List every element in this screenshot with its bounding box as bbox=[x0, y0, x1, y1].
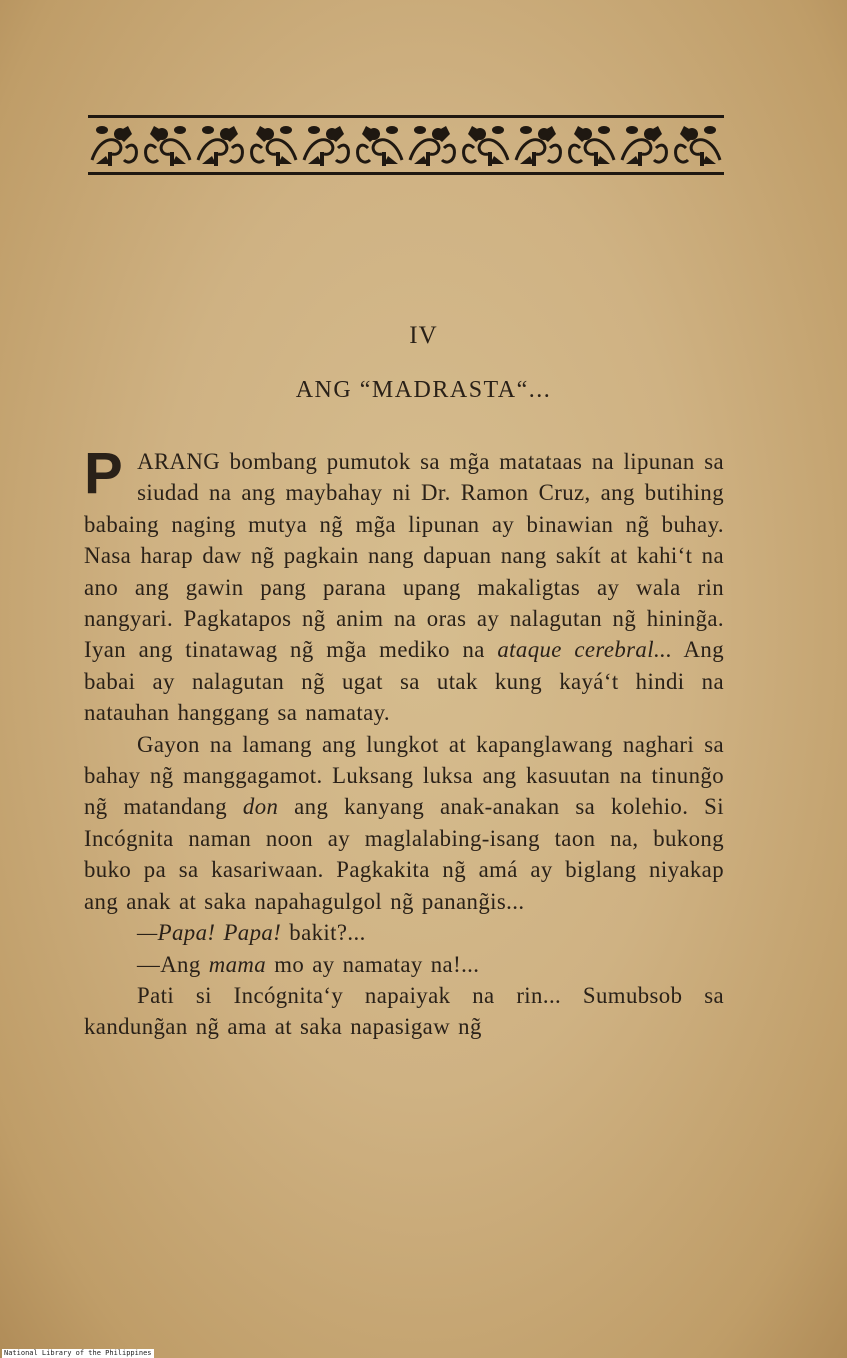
ornament-stroke bbox=[358, 145, 370, 162]
ornament-bottom-rule bbox=[88, 172, 724, 175]
paragraph-2-text-b: ang kanyang anak-anakan sa kolehio. Si Incógnita naman noon ay maglalabing-isang taon na, bukong buko pa sa kasariwaan. Pagkakita ng̃ amá ay biglang niyakap ang anak at saka napahagulgol ng̃ panang̃is... bbox=[84, 794, 724, 914]
paragraph-3-text: bakit?... bbox=[281, 920, 366, 946]
ornament-stroke bbox=[596, 156, 610, 164]
ornament-motif bbox=[146, 126, 190, 166]
ornament-stroke bbox=[308, 126, 320, 134]
chapter-number: IV bbox=[409, 322, 438, 349]
paragraph-1-text-a: ARANG bombang pumutok sa mg̃a matataas na lipunan sa siudad na ang maybahay ni Dr. Ramon Cruz, ang butihing babaing naging mutya ng̃ mg̃a lipunan ay binawian ng̃ buhay. Nasa harap daw ng̃ pagkain nang dapuan nang sakít at kahi‘t na ano ang gawin pang parana upang makaligtas ay wala rin nangyari. Pagkatapos ng̃ anim na oras ay nalagutan ng̃ hining̃a. Iyan ang tinatawag ng̃ mg̃a mediko na bbox=[84, 449, 724, 663]
paragraph-4-italic: mama bbox=[208, 951, 267, 977]
ornament-stroke bbox=[676, 145, 688, 162]
ornament-stroke bbox=[230, 145, 242, 162]
ornament-motif bbox=[410, 126, 454, 166]
library-watermark: National Library of the Philippines bbox=[4, 1349, 152, 1357]
ornament-stroke bbox=[146, 145, 158, 162]
ornament-stroke bbox=[96, 156, 110, 164]
ornament-stroke bbox=[492, 126, 504, 134]
ornament-motif bbox=[92, 126, 136, 166]
paragraph-5 bbox=[84, 980, 724, 1043]
paragraph-5-text: Pati si Incógnita‘y napaiyak na rin... Sumubsob sa kandung̃an ng̃ ama at saka napasigaw ng̃ bbox=[84, 982, 724, 1040]
ornament-stroke bbox=[414, 126, 426, 134]
ornament-stroke bbox=[490, 156, 504, 164]
chapter-body bbox=[84, 441, 724, 1043]
paragraph-1 bbox=[84, 441, 724, 729]
ornament-motif bbox=[676, 126, 720, 166]
ornament-stroke bbox=[520, 156, 534, 164]
ornament-stroke bbox=[702, 156, 716, 164]
ornament-stroke bbox=[384, 156, 398, 164]
ornament-stroke bbox=[174, 126, 186, 134]
ornament-stroke bbox=[386, 126, 398, 134]
ornament-stroke bbox=[172, 156, 186, 164]
ornament-stroke bbox=[704, 126, 716, 134]
ornament-svg bbox=[88, 112, 724, 178]
ornament-top-rule bbox=[88, 115, 724, 118]
paragraph-4-text-a: —Ang bbox=[137, 951, 209, 977]
ornament-stroke bbox=[626, 126, 638, 134]
ornament-stroke bbox=[280, 126, 292, 134]
paragraph-3-italic: —Papa! Papa! bbox=[137, 920, 282, 946]
ornament-motif bbox=[570, 126, 614, 166]
paragraph-4-text-b: mo ay namatay na!... bbox=[266, 951, 480, 977]
drop-cap: P bbox=[84, 441, 124, 506]
ornament-stroke bbox=[414, 156, 428, 164]
ornament-motif bbox=[304, 126, 348, 166]
paragraph-3 bbox=[84, 917, 724, 948]
ornament-motif bbox=[358, 126, 402, 166]
ornament-stroke bbox=[570, 145, 582, 162]
paragraph-1-italic: ataque cerebral... bbox=[497, 637, 673, 663]
ornament-stroke bbox=[96, 126, 108, 134]
ornament-stroke bbox=[336, 145, 348, 162]
ornament-motif bbox=[464, 126, 508, 166]
ornament-motif bbox=[198, 126, 242, 166]
ornament-motif bbox=[622, 126, 666, 166]
floral-border-ornament-icon bbox=[88, 112, 724, 178]
ornament-stroke bbox=[278, 156, 292, 164]
ornament-stroke bbox=[464, 145, 476, 162]
chapter-title: ANG “MADRASTA“... bbox=[295, 377, 552, 403]
ornament-motif bbox=[516, 126, 560, 166]
ornament-stroke bbox=[520, 126, 532, 134]
ornament-stroke bbox=[442, 145, 454, 162]
paragraph-2-text-a: Gayon na lamang ang lungkot at kapanglawang naghari sa bahay ng̃ manggagamot. Luksang luksa ang kasuutan na tinung̃o ng̃ matandang bbox=[84, 731, 724, 820]
ornament-motif bbox=[252, 126, 296, 166]
paragraph-4 bbox=[84, 949, 724, 980]
paragraph-1-text-b: Ang babai ay nalagutan ng̃ ugat sa utak kung kayá‘t hindi na natauhan hanggang sa namatay. bbox=[84, 637, 724, 726]
ornament-stroke bbox=[626, 156, 640, 164]
ornament-stroke bbox=[252, 145, 264, 162]
ornament-stroke bbox=[202, 126, 214, 134]
ornament-stroke bbox=[124, 145, 136, 162]
ornament-stroke bbox=[548, 145, 560, 162]
ornament-stroke bbox=[202, 156, 216, 164]
paragraph-2-italic: don bbox=[242, 794, 279, 820]
paragraph-2 bbox=[84, 729, 724, 917]
ornament-stroke bbox=[308, 156, 322, 164]
ornament-stroke bbox=[598, 126, 610, 134]
ornament-stroke bbox=[654, 145, 666, 162]
